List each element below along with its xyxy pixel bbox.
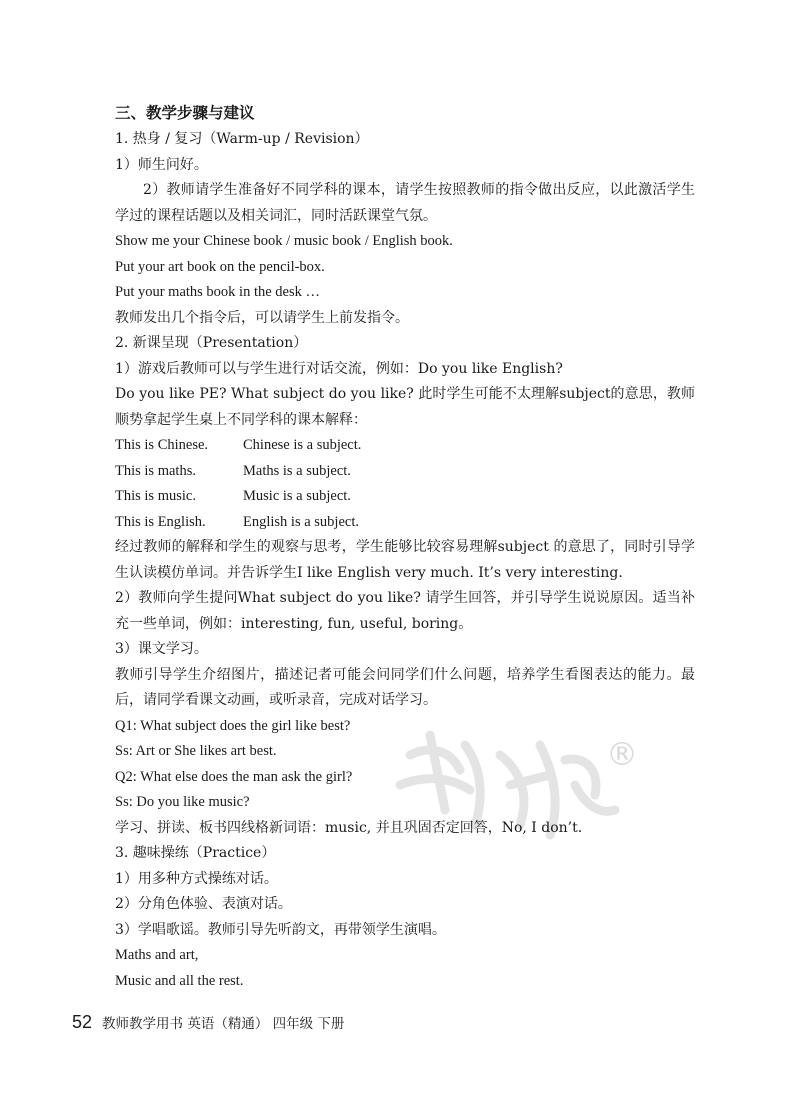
practice-step-3: 3）学唱歌谣。教师引导先听韵文，再带领学生演唱。	[115, 921, 446, 938]
example-pair	[115, 459, 695, 485]
step-student-commands: 教师发出几个指令后，可以请学生上前发指令。	[115, 309, 409, 326]
example-pair	[115, 510, 695, 536]
example-this-is: This is music.	[115, 488, 196, 504]
step-prepare-books: 2）教师请学生准备好不同学科的课本，请学生按照教师的指令做出反应，以此激活学生学过的课程话题以及相关词汇，同时活跃课堂气氛。	[115, 182, 695, 224]
answer-2: Ss: Do you like music?	[115, 794, 250, 810]
presentation-heading: 2. 新课呈现（Presentation）	[115, 335, 308, 351]
step-ask-subject: 2）教师向学生提问What subject do you like? 请学生回答，并引导学生说说原因。适当补充一些单词，例如：interesting, fun, useful, boring。	[115, 590, 695, 632]
practice-step-2: 2）分角色体验、表演对话。	[115, 896, 292, 912]
example-is-subject: Chinese is a subject.	[243, 437, 362, 453]
page-number: 52	[72, 1012, 93, 1032]
registered-mark: ®	[606, 735, 638, 773]
step-dialogue: 1）游戏后教师可以与学生进行对话交流，例如：Do you like English?	[115, 360, 563, 377]
step-greeting: 1）师生问好。	[115, 156, 208, 173]
page-footer	[72, 1012, 344, 1033]
example-this-is: This is maths.	[115, 462, 196, 479]
step-text-study: 3）课文学习。	[115, 641, 208, 657]
warmup-heading: 1. 热身 / 复习（Warm-up / Revision）	[115, 131, 369, 147]
step-subject-explain: Do you like PE? What subject do you like? 此时学生可能不太理解subject的意思，教师顺势拿起学生桌上不同学科的课本解释：	[115, 386, 695, 428]
book-title: 教师教学用书 英语（精通） 四年级 下册	[102, 1016, 345, 1032]
example-this-is: This is English.	[115, 513, 206, 530]
question-2: Q2: What else does the man ask the girl?	[115, 768, 353, 785]
example-is-subject: English is a subject.	[243, 513, 359, 530]
practice-heading: 3. 趣味操练（Practice）	[115, 845, 276, 861]
example-is-subject: Maths is a subject.	[243, 462, 351, 479]
practice-step-1: 1）用多种方式操练对话。	[115, 870, 278, 887]
example-pair	[115, 433, 695, 459]
question-1: Q1: What subject does the girl like best?	[115, 717, 351, 734]
step-understand-subject: 经过教师的解释和学生的观察与思考，学生能够比较容易理解subject 的意思了，同时引导学生认读模仿单词。并告诉学生I like English very much. It’s very interesting.	[115, 539, 695, 581]
example-pair	[115, 484, 695, 510]
command-maths-book: Put your maths book in the desk …	[115, 284, 321, 300]
chant-line-2: Music and all the rest.	[115, 972, 244, 989]
section-heading: 三、教学步骤与建议	[115, 104, 255, 122]
example-this-is: This is Chinese.	[115, 437, 209, 453]
chant-line-1: Maths and art,	[115, 947, 199, 963]
page-content	[115, 100, 695, 994]
step-picture-intro: 教师引导学生介绍图片，描述记者可能会问同学们什么问题，培养学生看图表达的能力。最后，请同学看课文动画，或听录音，完成对话学习。	[115, 666, 695, 708]
step-new-words: 学习、拼读、板书四线格新词语：music, 并且巩固否定回答，No, I don’t.	[115, 819, 583, 836]
answer-1: Ss: Art or She likes art best.	[115, 743, 277, 759]
example-is-subject: Music is a subject.	[243, 488, 351, 504]
command-art-book: Put your art book on the pencil-box.	[115, 258, 325, 275]
command-show-book: Show me your Chinese book / music book / English book.	[115, 233, 453, 249]
